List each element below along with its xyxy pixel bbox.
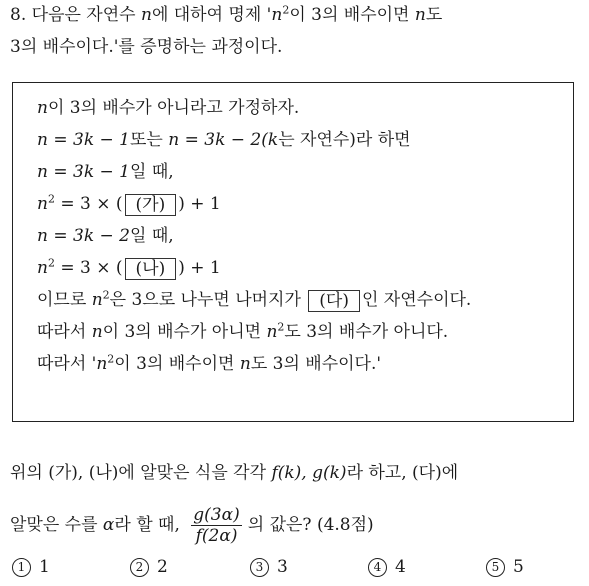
question-stem-line-1: 8. 다음은 자연수 n에 대하여 명제 '$n^2$이 3의 배수이면 n도 [10, 3, 443, 25]
subquestion-line-1: 위의 (가), (나)에 알맞은 식을 각각 f(k), g(k)라 하고, (다)에 [10, 463, 459, 483]
question-number: 8. [10, 5, 27, 25]
proof-line-2: n = 3k − 1또는 n = 3k − 2(k는 자연수)라 하면 [37, 130, 411, 150]
fraction: $\frac{g(3\alpha)}{f(2\alpha)}$ [193, 505, 240, 546]
proof-line-9: 따라서 '$n^2$이 3의 배수이면 n도 3의 배수이다.' [37, 352, 382, 374]
choice-1[interactable]: 1 1 [12, 556, 50, 578]
blank-ga: (가) [125, 194, 177, 216]
proof-line-5: n = 3k − 2일 때, [37, 226, 174, 246]
proof-line-4: $n^2 = 3$ × ( (가) ) + 1 [37, 192, 221, 215]
blank-na: (나) [125, 258, 177, 280]
question-stem-line-2: 3의 배수이다.'를 증명하는 과정이다. [10, 37, 283, 57]
proof-box [12, 82, 574, 422]
choice-4[interactable]: 4 4 [368, 556, 406, 578]
proof-line-7: 이므로 $n^2$은 3으로 나누면 나머지가 (다) 인 자연수이다. [37, 288, 472, 311]
circled-number-2: 2 [130, 558, 149, 577]
blank-da: (다) [308, 290, 360, 312]
proof-line-3: n = 3k − 1일 때, [37, 162, 174, 182]
proof-line-8: 따라서 n이 3의 배수가 아니면 $n^2$도 3의 배수가 아니다. [37, 320, 449, 342]
subquestion-line-2: 알맞은 수를 α라 할 때, $\frac{g(3\alpha)}{f(2\alpha)}$ 의 값은? (4.8점) [10, 505, 374, 546]
circled-number-4: 4 [368, 558, 387, 577]
circled-number-3: 3 [250, 558, 269, 577]
choice-5[interactable]: 5 5 [486, 556, 524, 578]
choice-2[interactable]: 2 2 [130, 556, 168, 578]
proof-line-6: $n^2 = 3$ × ( (나) ) + 1 [37, 256, 221, 279]
choice-3[interactable]: 3 3 [250, 556, 288, 578]
circled-number-1: 1 [12, 558, 31, 577]
proof-line-1: n이 3의 배수가 아니라고 가정하자. [37, 98, 300, 118]
circled-number-5: 5 [486, 558, 505, 577]
